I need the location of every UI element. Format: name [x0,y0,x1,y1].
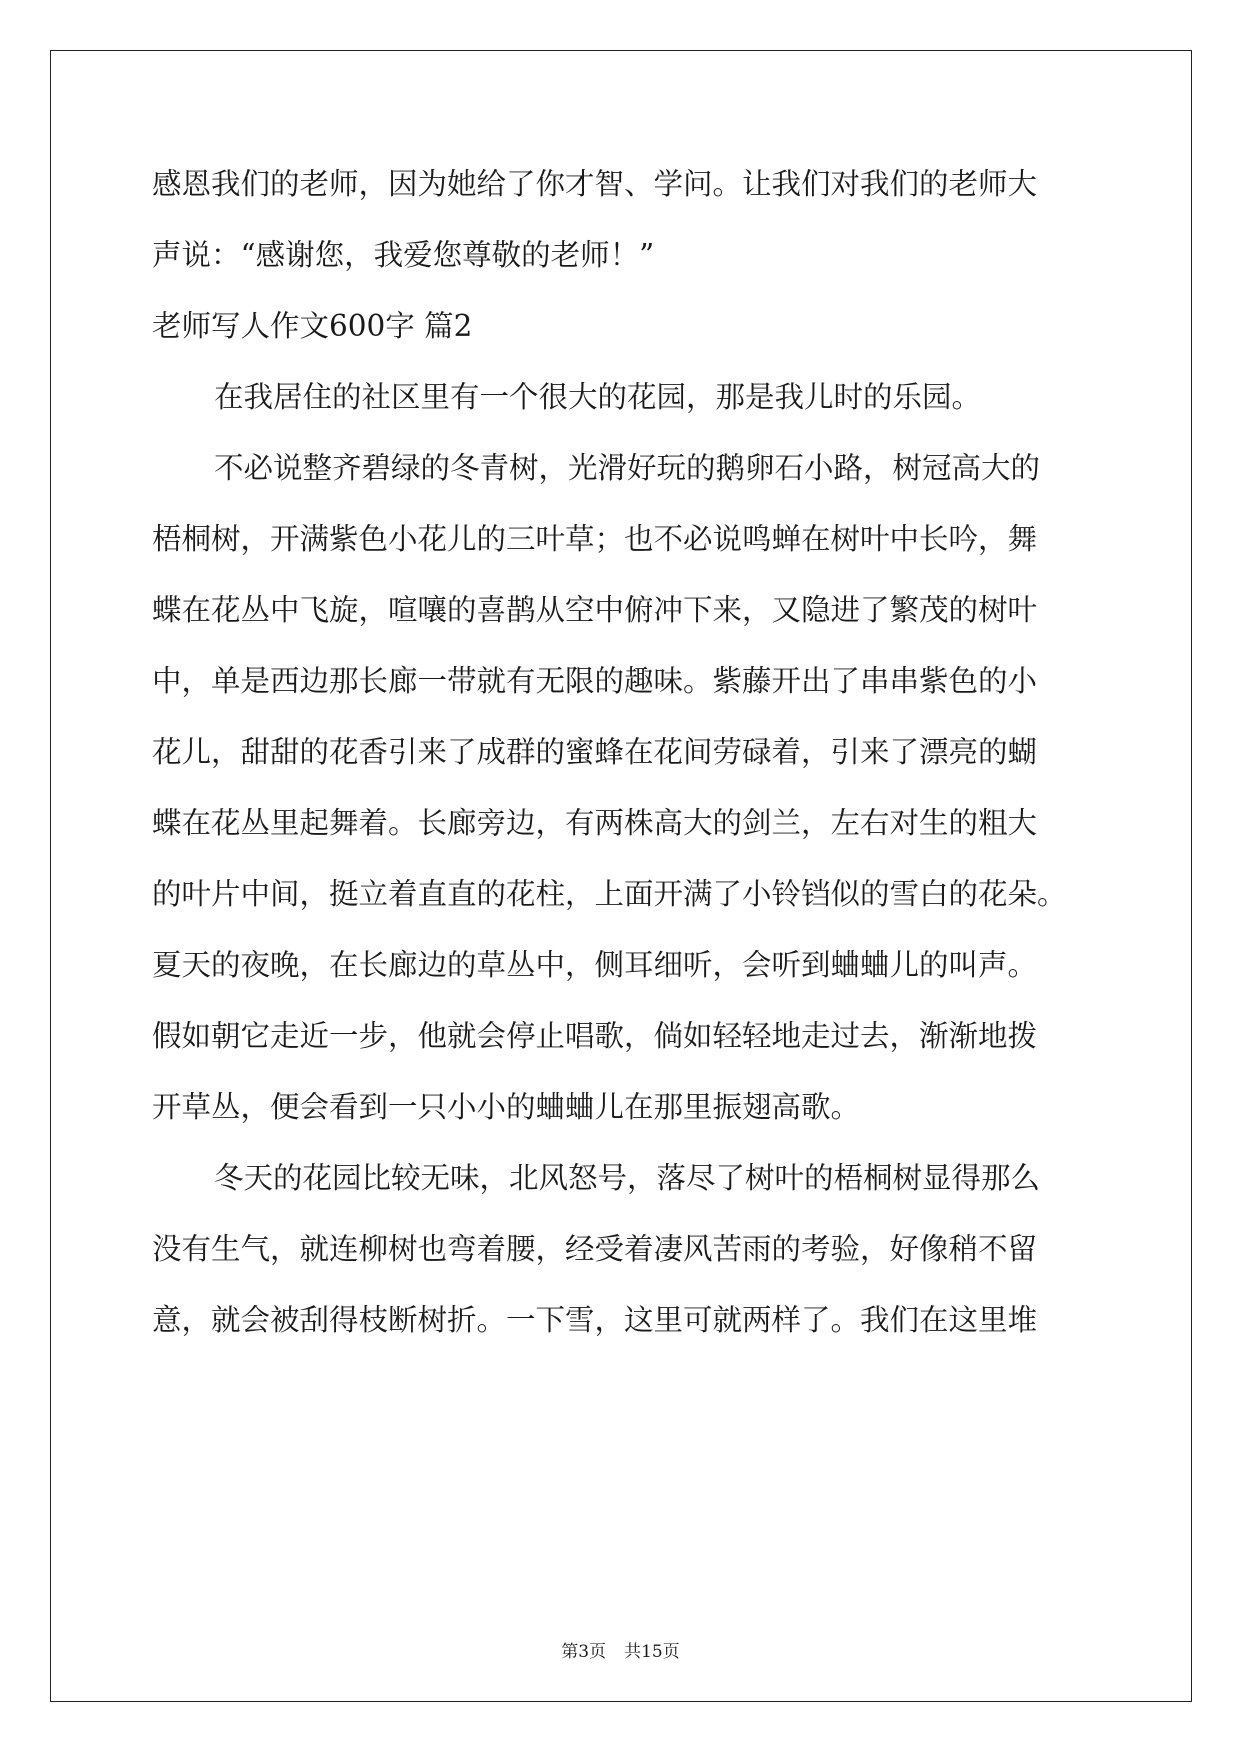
text-line: 感恩我们的老师，因为她给了你才智、学问。让我们对我们的老师大 [152,167,1038,201]
paragraph-line: 夏天的夜晚，在长廊边的草丛中，侧耳细听，会听到蛐蛐儿的叫声。 [152,948,1038,982]
paragraph-line: 中，单是西边那长廊一带就有无限的趣味。紫藤开出了串串紫色的小 [152,664,1038,698]
paragraph-line: 意，就会被刮得枝断树折。一下雪，这里可就两样了。我们在这里堆 [152,1303,1038,1337]
page-number: 第3页 [561,1642,607,1662]
paragraph-line: 开草丛，便会看到一只小小的蛐蛐儿在那里振翅高歌。 [152,1090,861,1124]
paragraph-line: 没有生气，就连柳树也弯着腰，经受着凄风苦雨的考验，好像稍不留 [152,1232,1038,1266]
paragraph-line: 的叶片中间，挺立着直直的花柱，上面开满了小铃铛似的雪白的花朵。 [152,877,1067,911]
paragraph-line: 假如朝它走近一步，他就会停止唱歌，倘如轻轻地走过去，渐渐地拨 [152,1019,1038,1053]
paragraph-line: 花儿，甜甜的花香引来了成群的蜜蜂在花间劳碌着，引来了漂亮的蝴 [152,735,1038,769]
paragraph-line: 蝶在花丛中飞旋，喧嚷的喜鹊从空中俯冲下来，又隐进了繁茂的树叶 [152,593,1038,627]
paragraph-line: 冬天的花园比较无味，北风怒号，落尽了树叶的梧桐树显得那么 [214,1161,1041,1195]
page-total: 共15页 [624,1642,680,1662]
paragraph-line: 梧桐树，开满紫色小花儿的三叶草；也不必说鸣蝉在树叶中长吟，舞 [152,522,1038,556]
paragraph-line: 不必说整齐碧绿的冬青树，光滑好玩的鹅卵石小路，树冠高大的 [214,451,1041,485]
page-footer [0,1640,1241,1664]
paragraph-line: 蝶在花丛里起舞着。长廊旁边，有两株高大的剑兰，左右对生的粗大 [152,806,1038,840]
paragraph-line: 在我居住的社区里有一个很大的花园，那是我儿时的乐园。 [214,380,982,414]
section-heading: 老师写人作文600字 篇2 [152,309,473,343]
text-line: 声说：“感谢您，我爱您尊敬的老师！” [152,238,655,272]
